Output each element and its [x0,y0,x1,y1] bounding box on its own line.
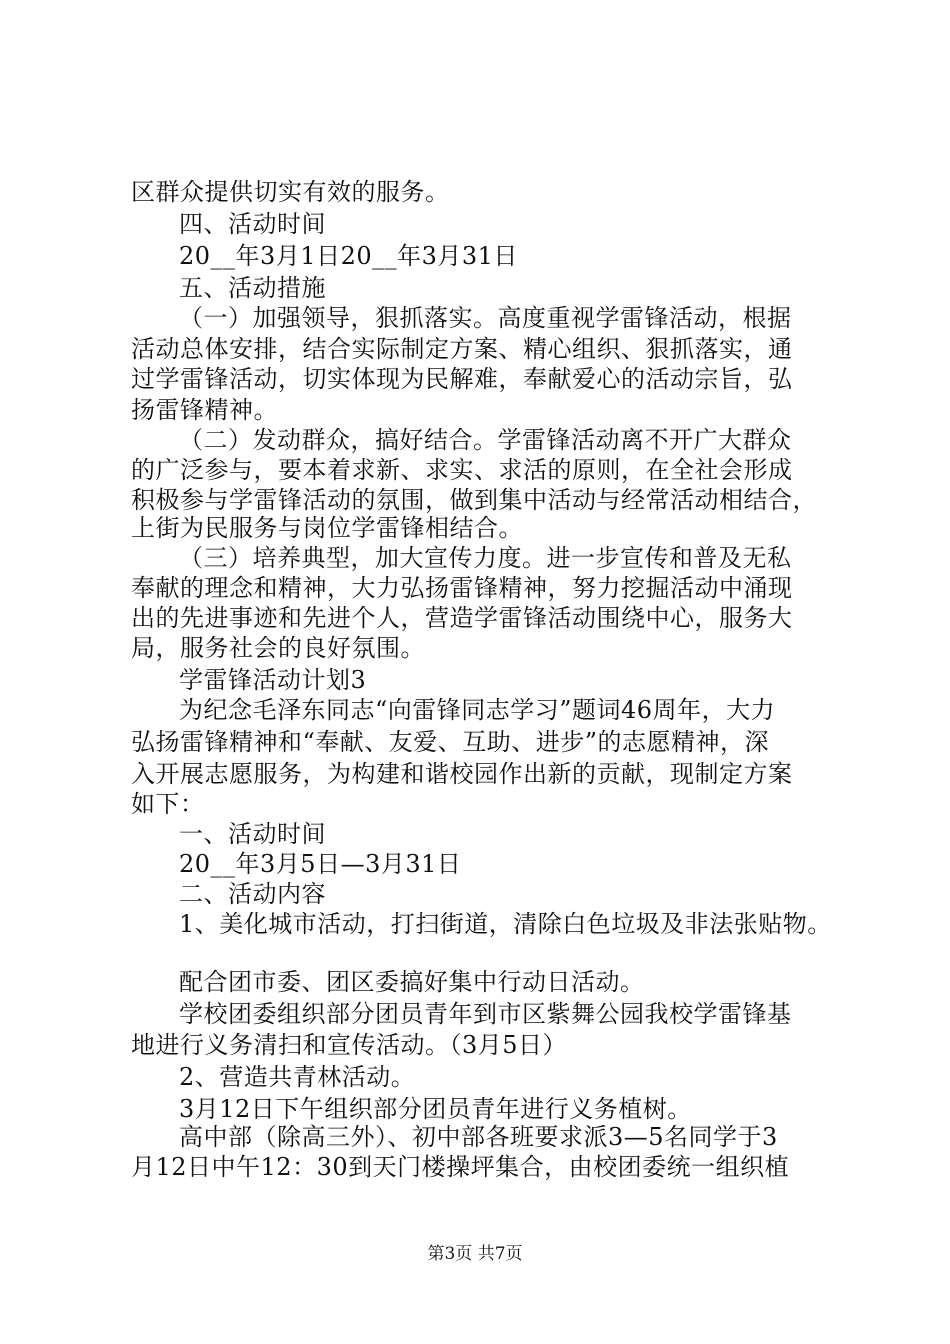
text-line-date-range: 20__年3月1日20__年3月31日 [179,242,518,270]
text-line-7: 过学雷锋活动，切实体现为民解难，奉献爱心的活动宗旨，弘 [131,365,793,393]
heading-activity-content: 二、活动内容 [179,880,326,908]
text-line-29: 2、营造共青林活动。 [179,1063,416,1091]
text-line-14: 奉献的理念和精神，大力弘扬雷锋精神，努力挖掘活动中涌现 [131,574,793,602]
text-line-28: 地进行义务清扫和宣传活动。（3月5日） [131,1031,568,1059]
text-line-11: 积极参与学雷锋活动的氛围，做到集中活动与经常活动相结合， [131,486,817,514]
text-line-10: 的广泛参与，要本着求新、求实、求活的原则，在全社会形成 [131,456,793,484]
text-line-date-range-2: 20__年3月5日—3月31日 [179,850,462,878]
text-line-5: （一）加强领导，狠抓落实。高度重视学雷锋活动，根据 [179,304,792,332]
heading-activity-time: 四、活动时间 [179,210,326,238]
page-number-footer: 第3页 共7页 [427,1244,523,1264]
text-line-19: 弘扬雷锋精神和“奉献、友爱、互助、进步”的志愿精神，深 [131,728,770,756]
text-line-30: 3月12日下午组织部分团员青年进行义务植树。 [179,1095,692,1123]
text-line-15: 出的先进事迹和先进个人，营造学雷锋活动围绕中心，服务大 [131,604,793,632]
heading-activity-time-2: 一、活动时间 [179,820,326,848]
text-line-25: 1、美化城市活动，打扫街道，清除白色垃圾及非法张贴物。 [179,910,832,938]
text-line-8: 扬雷锋精神。 [131,396,278,424]
text-line-20: 入开展志愿服务，为构建和谐校园作出新的贡献，现制定方案 [131,760,793,788]
text-line-21: 如下： [131,790,205,818]
text-line-32: 月12日中午12：30到天门楼操坪集合，由校团委统一组织植 [131,1153,790,1181]
text-line-18: 为纪念毛泽东同志“向雷锋同志学习”题词46周年，大力 [179,696,776,724]
text-line-1: 区群众提供切实有效的服务。 [131,178,450,206]
text-line-6: 活动总体安排，结合实际制定方案、精心组织、狠抓落实，通 [131,335,793,363]
text-line-13: （三）培养典型，加大宣传力度。进一步宣传和普及无私 [179,544,792,572]
text-line-26: 配合团市委、团区委搞好集中行动日活动。 [179,968,645,996]
text-line-31: 高中部（除高三外）、初中部各班要求派3—5名同学于3 [179,1123,778,1151]
section-title-plan-3: 学雷锋活动计划3 [179,666,367,694]
text-line-16: 局，服务社会的良好氛围。 [131,634,425,662]
text-line-12: 上街为民服务与岗位学雷锋相结合。 [131,514,523,542]
heading-activity-measures: 五、活动措施 [179,274,326,302]
text-line-27: 学校团委组织部分团员青年到市区紫舞公园我校学雷锋基 [179,1000,792,1028]
text-line-9: （二）发动群众，搞好结合。学雷锋活动离不开广大群众 [179,426,792,454]
